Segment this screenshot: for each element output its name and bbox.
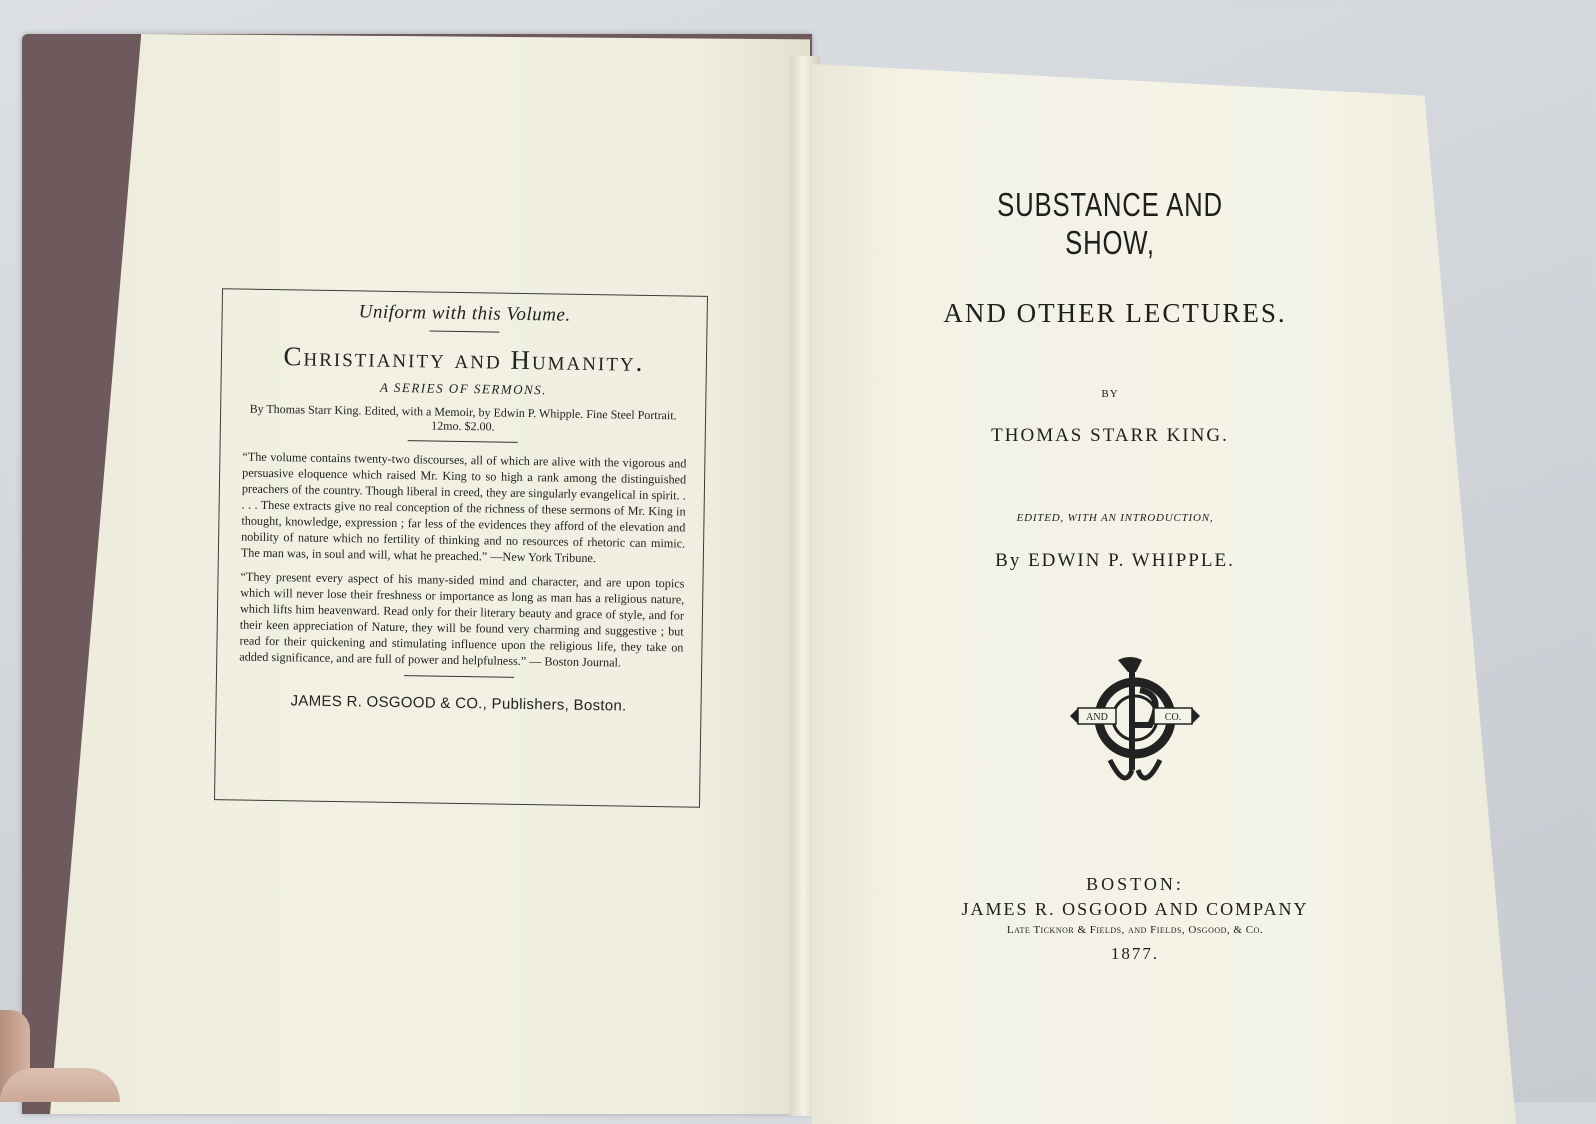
by-label: BY — [1101, 388, 1119, 400]
svg-text:AND: AND — [1086, 712, 1108, 723]
edited-note: EDITED, WITH AN INTRODUCTION, — [1016, 512, 1214, 524]
ad-book-title: Christianity and Humanity. — [283, 341, 645, 377]
ad-rule — [404, 675, 514, 678]
publisher-monogram-icon — [1070, 650, 1200, 795]
book-title: SUBSTANCE AND SHOW, — [997, 186, 1223, 261]
ad-review-tribune: “The volume contains twenty-two discourses, all of which are alive with the vigorous and persuasive eloquence which raised Mr. King to so high a rank among the distinguished preachers of the country. Though liberal in creed, they are singularly evangelical in spirit. . . . . These extracts give no real conception of the richness of these sermons of Mr. King in thought, knowledge, expression ; far less of the evidences they afford of the elevation and nobility of nature which no fertility of thinking and no resources of rhetoric can mimic. The man was, in soul and will, what he preached.” —New York Tribune. — [240, 449, 687, 566]
ad-uniform-line: Uniform with this Volume. — [358, 301, 571, 326]
publisher-name: JAMES R. OSGOOD AND COMPANY — [961, 899, 1309, 919]
publication-year: 1877. — [1110, 944, 1160, 963]
ad-rule — [408, 440, 518, 443]
author-name: THOMAS STARR KING. — [991, 425, 1229, 446]
book-subtitle: AND OTHER LECTURES. — [943, 298, 1287, 328]
advertisement-box — [214, 288, 708, 808]
publisher-history: Late Ticknor & Fields, and Fields, Osgood, & Co. — [1006, 924, 1264, 936]
ad-rule — [429, 330, 499, 332]
finger — [0, 1068, 120, 1102]
editor-name: By EDWIN P. WHIPPLE. — [995, 550, 1235, 571]
ad-book-subtitle: A SERIES OF SERMONS. — [379, 379, 548, 398]
ad-publisher: JAMES R. OSGOOD & CO., Publishers, Boston. — [290, 692, 627, 715]
svg-text:CO.: CO. — [1164, 712, 1182, 723]
ad-byline: By Thomas Starr King. Edited, with a Memoir, by Edwin P. Whipple. Fine Steel Portrait. 12mo. $2.00. — [249, 401, 677, 434]
ad-review-journal: “They present every aspect of his many-sided mind and character, and are upon topics which will never lose their freshness or importance as long as man has a religious nature, which lifts him heavenward. Read only for their literary beauty and grace of style, and for their keen appreciation of Nature, they will be found very charming and suggestive ; but read for their quickening and stimulating influence upon the religious life, they take on added significance, and are full of power and helpfulness.” — Boston Journal. — [239, 569, 685, 670]
publisher-city: BOSTON: — [1086, 874, 1184, 894]
